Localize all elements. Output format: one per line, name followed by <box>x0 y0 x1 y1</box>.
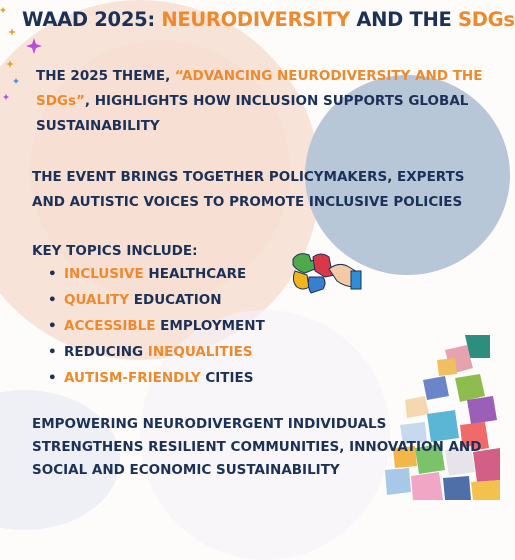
list-item: • AUTISM-FRIENDLY CITIES <box>48 370 254 386</box>
title-highlight: NEURODIVERSITY <box>161 8 350 31</box>
puzzle-hand-icon <box>285 247 363 317</box>
theme-before: THE 2025 THEME, <box>36 68 175 84</box>
event-paragraph: THE EVENT BRINGS TOGETHER POLICYMAKERS, EXPERTS AND AUTISTIC VOICES TO PROMOTE INCLUSIVE POLICIES <box>32 169 465 210</box>
closing-paragraph: EMPOWERING NEURODIVERGENT INDIVIDUALS STRENGTHENS RESILIENT COMMUNITIES, INNOVATION AND SOCIAL AND ECONOMIC SUSTAINABILITY <box>32 416 482 478</box>
title-sdgs: SDGs <box>458 8 515 31</box>
list-item: • INCLUSIVE HEALTHCARE <box>48 266 247 282</box>
topics-list <box>48 262 265 392</box>
list-item: • QUALITY EDUCATION <box>48 292 222 308</box>
title-prefix: WAAD 2025: <box>22 8 162 31</box>
list-item: • ACCESSIBLE EMPLOYMENT <box>48 318 265 334</box>
theme-after: , HIGHLIGHTS HOW INCLUSION SUPPORTS GLOBAL SUSTAINABILITY <box>36 93 469 134</box>
theme-highlight: “ADVANCING NEURODIVERSITY AND THE SDGs” <box>36 68 483 109</box>
page-title <box>22 8 515 31</box>
topics-heading: KEY TOPICS INCLUDE: <box>32 243 198 259</box>
list-item: • REDUCING INEQUALITIES <box>48 344 253 360</box>
title-middle: AND THE <box>349 8 459 31</box>
theme-paragraph <box>36 64 496 139</box>
